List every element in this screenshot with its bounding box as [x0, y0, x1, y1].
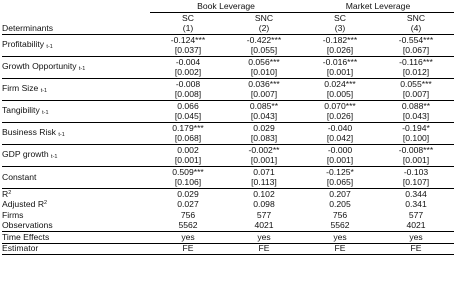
std-error-cell: [0.012]	[378, 68, 454, 79]
estimator-value: FE	[226, 243, 302, 255]
lag-subscript: t-1	[51, 154, 58, 161]
stat-label	[2, 200, 150, 211]
stat-value: 0.205	[329, 199, 351, 210]
coefficient-cell: -0.422***	[246, 34, 282, 45]
stat-label	[2, 221, 150, 232]
variable-name: Growth Opportunity	[2, 61, 77, 72]
coefficient-cell: -0.008	[175, 78, 201, 89]
coefficient-cell: 0.036***	[248, 78, 280, 89]
stat-value: 577	[256, 209, 272, 220]
stat-value: 0.102	[253, 188, 275, 199]
coefficient-cell: 0.029	[253, 122, 275, 133]
time-effects-value: yes	[150, 232, 226, 244]
coef-row	[2, 57, 454, 68]
stat-row	[2, 189, 454, 200]
stat-superscript: 2	[8, 189, 12, 196]
stat-value: 5562	[302, 221, 378, 232]
estimator-row	[2, 243, 454, 255]
std-error-cell: [0.100]	[378, 134, 454, 145]
header-colnum-row	[2, 23, 454, 35]
std-error-cell: [0.106]	[150, 178, 226, 189]
stat-value: 0.341	[405, 199, 427, 210]
lag-subscript: t-1	[58, 132, 65, 139]
estimator-value: FE	[378, 243, 454, 255]
coefficient-cell: -0.125*	[326, 166, 354, 177]
std-error-cell: [0.113]	[226, 178, 302, 189]
stat-value: 756	[332, 209, 348, 220]
estimator-value: FE	[150, 243, 226, 255]
col-name-3: SC	[334, 12, 346, 23]
time-effects-value: yes	[226, 232, 302, 244]
coefficient-cell: -0.182***	[322, 34, 358, 45]
std-error-cell: [0.055]	[226, 46, 302, 57]
coefficient-cell: -0.008***	[398, 144, 434, 155]
stat-value: 5562	[150, 221, 226, 232]
time-effects-label: Time Effects	[2, 232, 150, 244]
coef-row	[2, 167, 454, 178]
variable-name: Profitability	[2, 39, 45, 50]
coefficient-cell: -0.554***	[398, 34, 434, 45]
variable-label	[2, 123, 150, 145]
variable-name: Constant	[2, 172, 37, 183]
variable-label	[2, 101, 150, 123]
std-error-cell: [0.008]	[150, 90, 226, 101]
stat-value: 756	[180, 209, 196, 220]
std-error-cell: [0.007]	[226, 90, 302, 101]
group-book-leverage: Book Leverage	[150, 1, 302, 13]
coefficient-cell: -0.002**	[248, 144, 280, 155]
coefficient-cell: 0.088**	[401, 100, 431, 111]
col-name-2: SNC	[254, 12, 274, 23]
header-colname-row	[2, 13, 454, 24]
lag-subscript: t-1	[78, 66, 86, 73]
coefficient-cell: -0.103	[403, 166, 429, 177]
coef-row	[2, 145, 454, 156]
std-error-cell: [0.042]	[302, 134, 378, 145]
lag-subscript: t-1	[42, 110, 49, 117]
coefficient-cell: 0.070***	[324, 100, 356, 111]
stat-value: 4021	[378, 221, 454, 232]
stat-label	[2, 189, 150, 200]
lag-subscript: t-1	[40, 88, 48, 95]
std-error-cell: [0.083]	[226, 134, 302, 145]
header-group-row	[2, 1, 454, 13]
stat-row	[2, 200, 454, 211]
stat-name: Observations	[2, 220, 53, 231]
estimator-label: Estimator	[2, 243, 150, 255]
coefficient-cell: 0.509***	[172, 166, 204, 177]
coefficient-cell: -0.016***	[322, 56, 358, 67]
col-name-1: SC	[182, 12, 194, 23]
std-error-cell: [0.037]	[150, 46, 226, 57]
std-error-cell: [0.001]	[302, 68, 378, 79]
variable-name: Business Risk	[2, 127, 56, 138]
coefficient-cell: 0.055***	[400, 78, 432, 89]
coef-row	[2, 123, 454, 134]
stat-name: R	[2, 188, 9, 199]
coefficient-cell: 0.179***	[172, 122, 204, 133]
stat-name: Adjusted R	[2, 199, 45, 210]
coefficient-cell: -0.004	[175, 56, 201, 67]
std-error-cell: [0.001]	[302, 156, 378, 167]
estimator-value: FE	[302, 243, 378, 255]
col-num-1: (1)	[150, 23, 226, 35]
stat-name: Firms	[2, 209, 24, 220]
std-error-cell: [0.026]	[302, 112, 378, 123]
stat-value: 4021	[226, 221, 302, 232]
std-error-cell: [0.068]	[150, 134, 226, 145]
coefficient-cell: -0.194*	[402, 122, 430, 133]
variable-label	[2, 35, 150, 57]
stat-superscript: 2	[44, 200, 48, 207]
variable-label	[2, 79, 150, 101]
std-error-cell: [0.005]	[302, 90, 378, 101]
std-error-cell: [0.001]	[150, 156, 226, 167]
coef-row	[2, 35, 454, 46]
col-num-3: (3)	[302, 23, 378, 35]
stat-value: 577	[408, 209, 424, 220]
coefficient-cell: 0.085**	[249, 100, 279, 111]
time-effects-value: yes	[302, 232, 378, 244]
std-error-cell: [0.107]	[378, 178, 454, 189]
col-num-4: (4)	[378, 23, 454, 35]
coefficient-cell: -0.116***	[399, 56, 433, 67]
coefficient-cell: 0.066	[177, 100, 199, 111]
std-error-cell: [0.007]	[378, 90, 454, 101]
std-error-cell: [0.043]	[378, 112, 454, 123]
coef-row	[2, 101, 454, 112]
coefficient-cell: -0.124***	[170, 34, 206, 45]
std-error-cell: [0.002]	[150, 68, 226, 79]
group-market-leverage: Market Leverage	[302, 1, 454, 13]
coefficient-cell: 0.002	[177, 144, 199, 155]
variable-name: GDP growth	[2, 149, 49, 160]
variable-name: Tangibility	[2, 105, 40, 116]
stat-value: 0.029	[177, 188, 199, 199]
std-error-cell: [0.001]	[378, 156, 454, 167]
coef-row	[2, 79, 454, 90]
variable-label	[2, 167, 150, 189]
coefficient-cell: -0.000	[327, 144, 353, 155]
regression-table	[2, 1, 454, 255]
std-error-cell: [0.067]	[378, 46, 454, 57]
variable-name: Firm Size	[2, 83, 39, 94]
determinants-label: Determinants	[2, 23, 150, 35]
std-error-cell: [0.045]	[150, 112, 226, 123]
stat-value: 0.207	[329, 188, 351, 199]
coefficient-cell: 0.071	[253, 166, 275, 177]
col-name-4: SNC	[406, 12, 426, 23]
col-num-2: (2)	[226, 23, 302, 35]
std-error-cell: [0.001]	[226, 156, 302, 167]
coefficient-cell: 0.056***	[248, 56, 280, 67]
variable-label	[2, 57, 150, 79]
stat-value: 0.027	[177, 199, 199, 210]
stat-label	[2, 210, 150, 221]
coefficient-cell: 0.024***	[324, 78, 356, 89]
std-error-cell: [0.065]	[302, 178, 378, 189]
stat-value: 0.344	[405, 188, 427, 199]
variable-label	[2, 145, 150, 167]
std-error-cell: [0.043]	[226, 112, 302, 123]
std-error-cell: [0.010]	[226, 68, 302, 79]
stat-row	[2, 221, 454, 232]
coefficient-cell: -0.040	[327, 122, 353, 133]
time-effects-row	[2, 232, 454, 244]
lag-subscript: t-1	[46, 44, 53, 51]
std-error-cell: [0.026]	[302, 46, 378, 57]
time-effects-value: yes	[378, 232, 454, 244]
stat-value: 0.098	[253, 199, 275, 210]
stat-row	[2, 210, 454, 221]
